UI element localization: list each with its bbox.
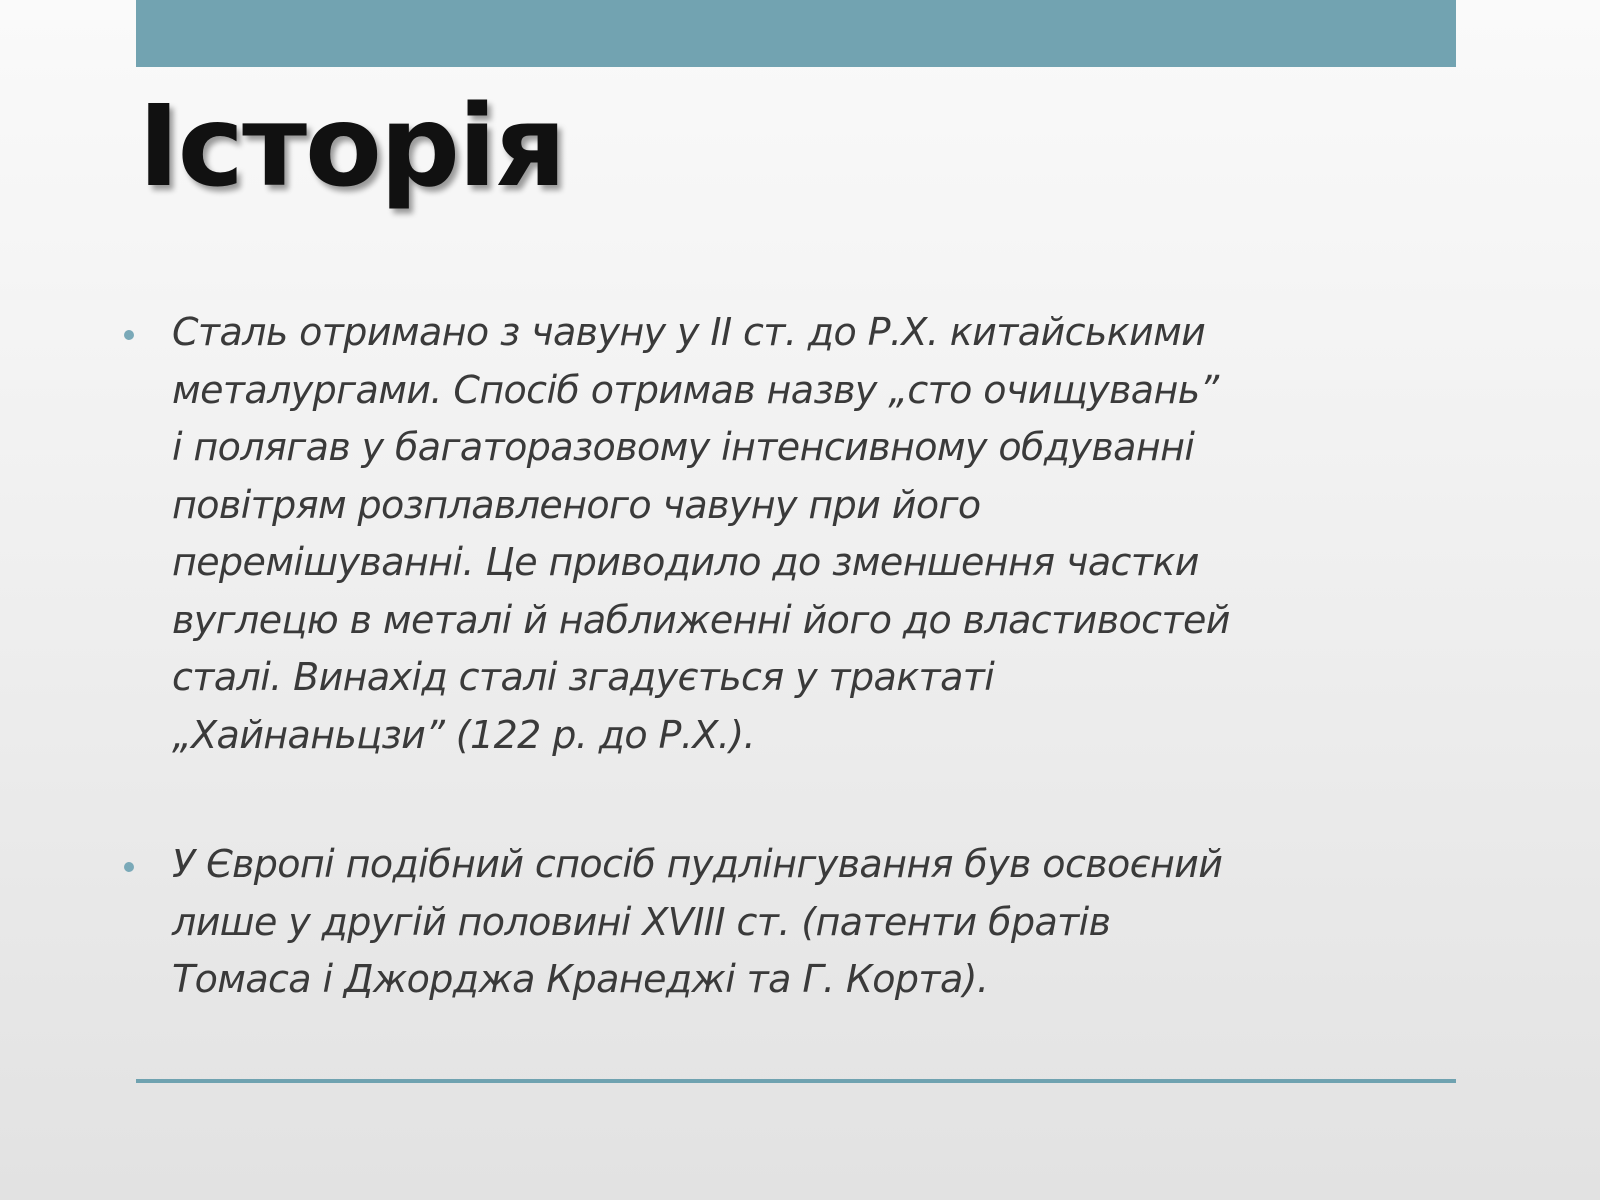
bullet-dot-icon xyxy=(124,862,134,872)
slide-body xyxy=(124,304,1454,1009)
top-accent-bar xyxy=(136,0,1456,67)
bullet-text-line: Сталь отримано з чавуну у II ст. до Р.Х. китайськими xyxy=(172,310,1206,354)
slide-title: Історія xyxy=(138,82,565,212)
bullet-item xyxy=(124,304,1454,764)
bullet-text-line: перемішуванні. Це приводило до зменшення частки xyxy=(172,540,1199,584)
bullet-text-line: і полягав у багаторазовому інтенсивному обдуванні xyxy=(172,425,1195,469)
bullet-item xyxy=(124,836,1454,1009)
bullet-dot-icon xyxy=(124,330,134,340)
bullet-text-line: лише у другій половині XVIII ст. (патенти братів xyxy=(172,899,1111,944)
bullet-text-line: сталі. Винахід сталі згадується у трактаті xyxy=(172,655,995,699)
bullet-text-line: повітрям розплавленого чавуну при його xyxy=(172,482,981,527)
bottom-divider xyxy=(136,1079,1456,1083)
bullet-text-line: Томаса і Джорджа Кранеджі та Г. Корта). xyxy=(172,957,989,1001)
bullet-text-line: У Європі подібний спосіб пудлінгування був освоєний xyxy=(172,842,1223,886)
bullet-text-line: „Хайнаньцзи” (122 р. до Р.Х.). xyxy=(172,712,755,757)
bullet-text-line: металургами. Спосіб отримав назву „сто очищувань” xyxy=(172,367,1219,412)
bullet-text-line: вуглецю в металі й наближенні його до властивостей xyxy=(172,597,1230,642)
